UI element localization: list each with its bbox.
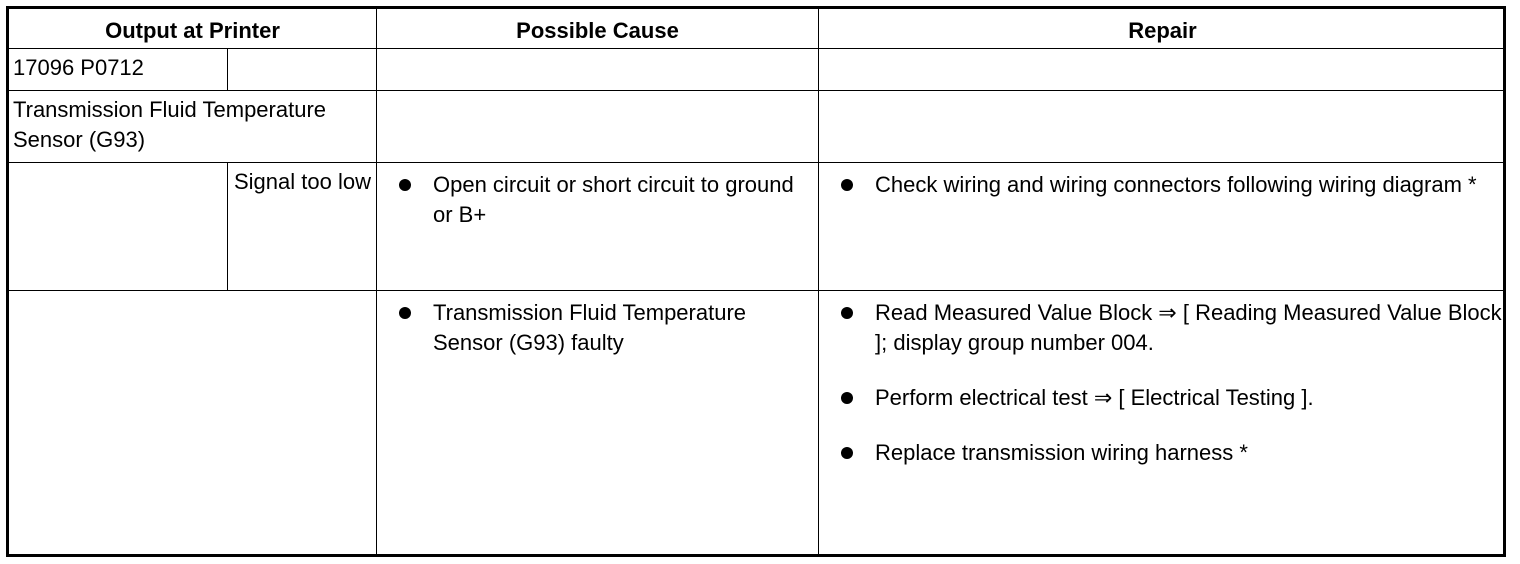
header-output-at-printer: Output at Printer bbox=[9, 9, 377, 49]
component-name-cell: Transmission Fluid Temperature Sensor (G93) bbox=[9, 91, 377, 163]
signal-repair-cell bbox=[819, 163, 1506, 291]
component-repair-cell bbox=[819, 91, 1506, 163]
repair-text: Perform electrical test ⇒ [ Electrical Testing ]. bbox=[875, 385, 1314, 410]
sensor-repair-list bbox=[819, 298, 1506, 468]
list-item bbox=[819, 438, 1506, 468]
bullet-icon bbox=[399, 179, 411, 191]
signal-row-empty-cell bbox=[9, 163, 228, 291]
fault-code-cause-cell bbox=[377, 49, 819, 91]
list-item bbox=[377, 298, 818, 358]
fault-code-repair-cell bbox=[819, 49, 1506, 91]
sensor-row-empty-cell bbox=[9, 291, 377, 554]
repair-text: Read Measured Value Block ⇒ [ Reading Measured Value Block ]; display group number 004. bbox=[875, 300, 1502, 355]
sensor-cause-list bbox=[377, 298, 818, 358]
symptom-cell: Signal too low bbox=[228, 163, 377, 291]
repair-text: Replace transmission wiring harness * bbox=[875, 440, 1248, 465]
cause-text: Open circuit or short circuit to ground or B+ bbox=[433, 172, 794, 227]
repair-text: Check wiring and wiring connectors following wiring diagram * bbox=[875, 172, 1477, 197]
fault-code-cell: 17096 P0712 bbox=[9, 49, 228, 91]
fault-code-empty-cell bbox=[228, 49, 377, 91]
list-item bbox=[819, 383, 1506, 413]
header-possible-cause: Possible Cause bbox=[377, 9, 819, 49]
diagnostic-table bbox=[6, 6, 1506, 557]
bullet-icon bbox=[841, 307, 853, 319]
signal-cause-list bbox=[377, 170, 818, 230]
bullet-icon bbox=[399, 307, 411, 319]
signal-repair-list bbox=[819, 170, 1506, 200]
header-repair: Repair bbox=[819, 9, 1506, 49]
sensor-repair-cell bbox=[819, 291, 1506, 554]
bullet-icon bbox=[841, 447, 853, 459]
list-item bbox=[819, 170, 1506, 200]
bullet-icon bbox=[841, 179, 853, 191]
list-item bbox=[377, 170, 818, 230]
cause-text: Transmission Fluid Temperature Sensor (G93) faulty bbox=[433, 300, 747, 355]
bullet-icon bbox=[841, 392, 853, 404]
list-item bbox=[819, 298, 1506, 358]
sensor-cause-cell bbox=[377, 291, 819, 554]
signal-cause-cell bbox=[377, 163, 819, 291]
component-cause-cell bbox=[377, 91, 819, 163]
